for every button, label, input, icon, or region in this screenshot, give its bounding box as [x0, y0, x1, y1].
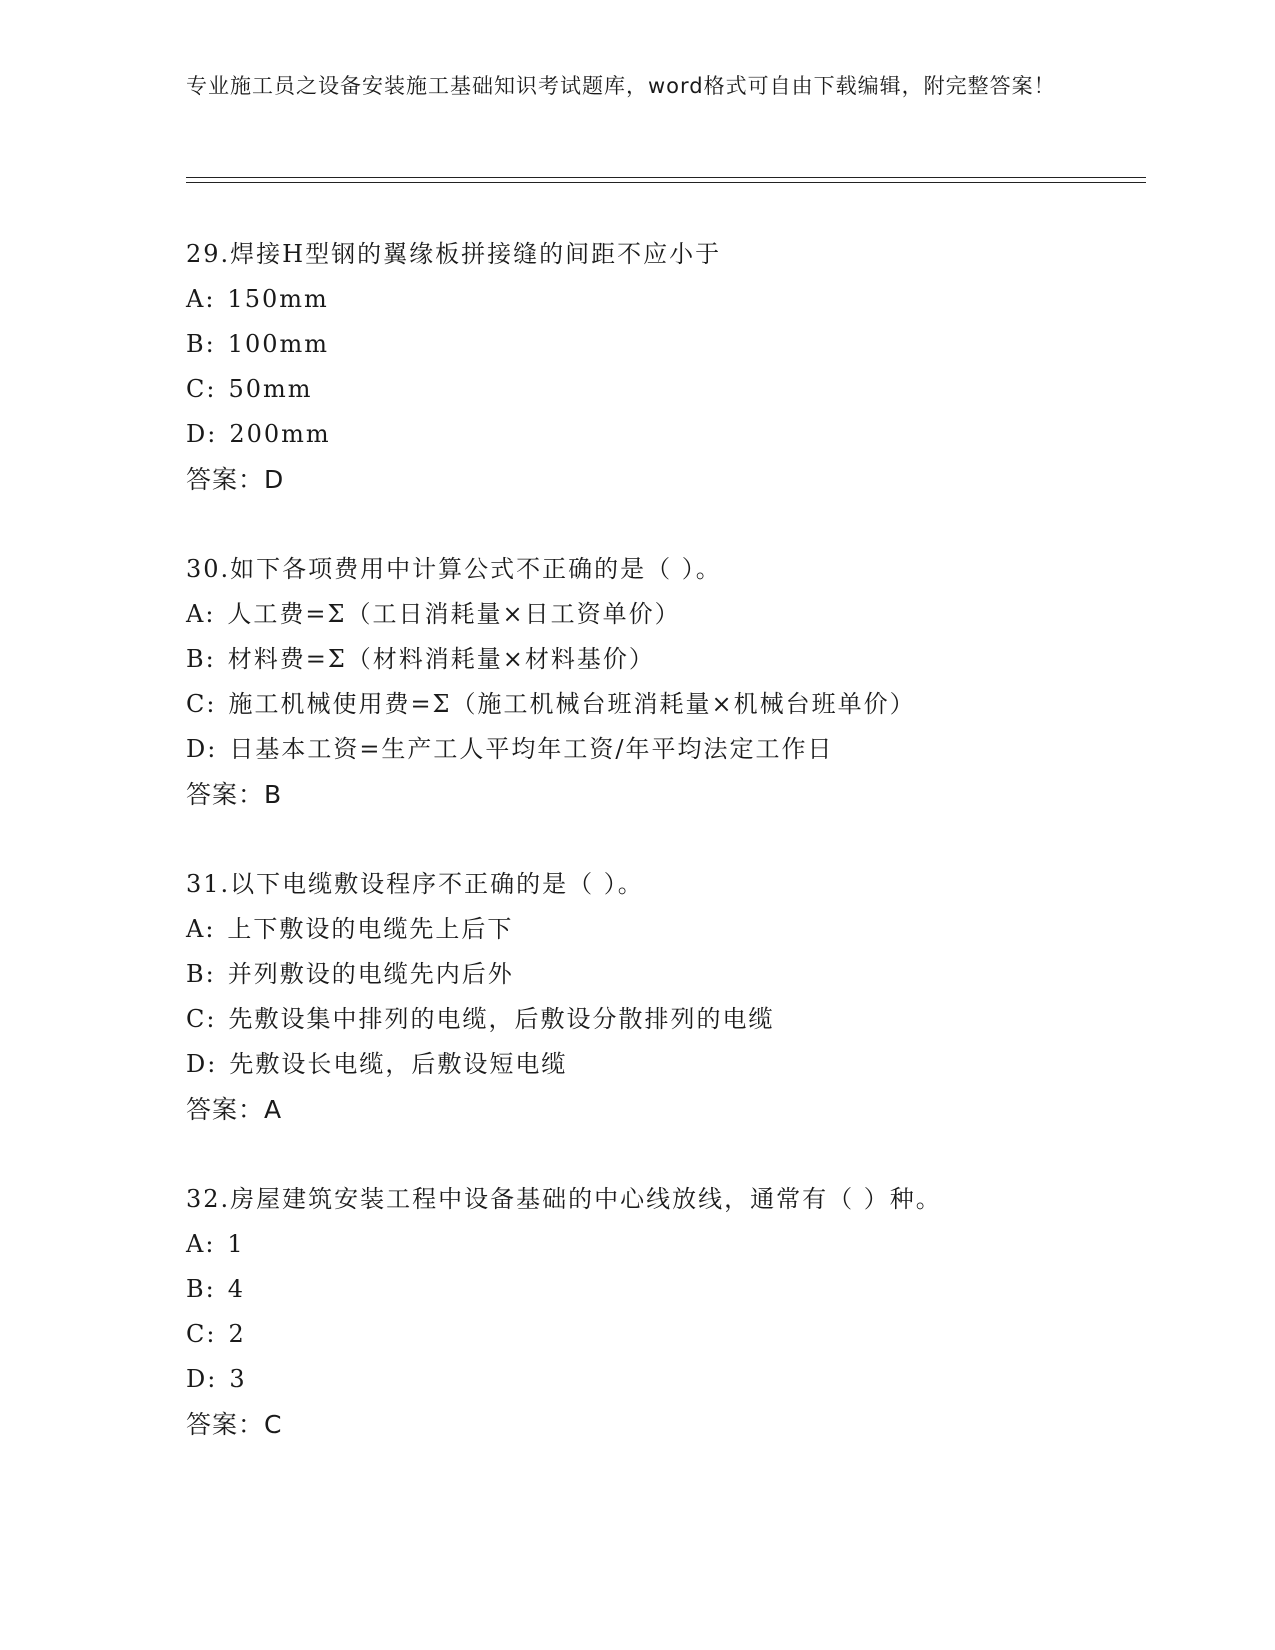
option-text: 日基本工资=生产工人平均年工资/年平均法定工作日: [229, 735, 834, 763]
option-text: 人工费=Σ（工日消耗量×日工资单价）: [227, 600, 681, 628]
option-d: [186, 727, 1146, 772]
answer-line: 答案：C: [186, 1410, 283, 1439]
option-c: [186, 1312, 1146, 1357]
question-29: [186, 232, 1146, 502]
option-letter: B:: [186, 645, 216, 673]
option-d: [186, 1357, 1146, 1402]
option-letter: B:: [186, 960, 216, 988]
option-text: 材料费=Σ（材料消耗量×材料基价）: [227, 645, 655, 673]
option-a: [186, 277, 1146, 322]
option-text: 4: [227, 1275, 246, 1303]
option-d: [186, 1042, 1146, 1087]
question-stem: 30.如下各项费用中计算公式不正确的是（ ）。: [186, 555, 722, 583]
option-letter: C:: [186, 690, 217, 718]
question-stem: 31.以下电缆敷设程序不正确的是（ ）。: [186, 870, 644, 898]
option-text: 先敷设长电缆，后敷设短电缆: [229, 1050, 568, 1078]
header-divider-top: [186, 177, 1146, 178]
answer-line: 答案：A: [186, 1095, 283, 1124]
option-text: 100mm: [227, 330, 330, 358]
option-text: 并列敷设的电缆先内后外: [227, 960, 514, 988]
option-letter: D:: [186, 735, 218, 763]
option-letter: B:: [186, 1275, 216, 1303]
option-a: [186, 907, 1146, 952]
option-letter: C:: [186, 1320, 217, 1348]
header-divider-bottom: [186, 182, 1146, 183]
option-c: [186, 682, 1146, 727]
option-text: 先敷设集中排列的电缆，后敷设分散排列的电缆: [228, 1005, 775, 1033]
option-text: 上下敷设的电缆先上后下: [227, 915, 514, 943]
document-header: [186, 68, 1066, 104]
question-32: [186, 1177, 1146, 1447]
option-letter: D:: [186, 1050, 218, 1078]
option-letter: A:: [186, 1230, 216, 1258]
option-text: 1: [227, 1230, 245, 1258]
option-text: 3: [229, 1365, 247, 1393]
option-text: 200mm: [229, 420, 331, 448]
question-31: [186, 862, 1146, 1132]
option-text: 50mm: [228, 375, 313, 403]
option-b: [186, 637, 1146, 682]
answer-line: 答案：D: [186, 465, 285, 494]
option-text: 施工机械使用费=Σ（施工机械台班消耗量×机械台班单价）: [228, 690, 916, 718]
option-letter: A:: [186, 285, 216, 313]
option-letter: D:: [186, 1365, 218, 1393]
option-letter: A:: [186, 600, 216, 628]
option-c: [186, 367, 1146, 412]
option-d: [186, 412, 1146, 457]
option-a: [186, 592, 1146, 637]
answer-line: 答案：B: [186, 780, 283, 809]
option-b: [186, 322, 1146, 367]
header-title: 专业施工员之设备安装施工基础知识考试题库，word格式可自由下载编辑，附完整答案！: [186, 74, 1056, 98]
option-b: [186, 1267, 1146, 1312]
option-letter: D:: [186, 420, 218, 448]
option-text: 2: [228, 1320, 246, 1348]
option-letter: C:: [186, 1005, 217, 1033]
question-stem: 29.焊接H型钢的翼缘板拼接缝的间距不应小于: [186, 240, 722, 268]
option-letter: B:: [186, 330, 216, 358]
question-30: [186, 547, 1146, 817]
option-text: 150mm: [227, 285, 329, 313]
option-b: [186, 952, 1146, 997]
question-stem: 32.房屋建筑安装工程中设备基础的中心线放线，通常有（ ）种。: [186, 1185, 942, 1213]
option-a: [186, 1222, 1146, 1267]
option-letter: C:: [186, 375, 217, 403]
option-letter: A:: [186, 915, 216, 943]
option-c: [186, 997, 1146, 1042]
